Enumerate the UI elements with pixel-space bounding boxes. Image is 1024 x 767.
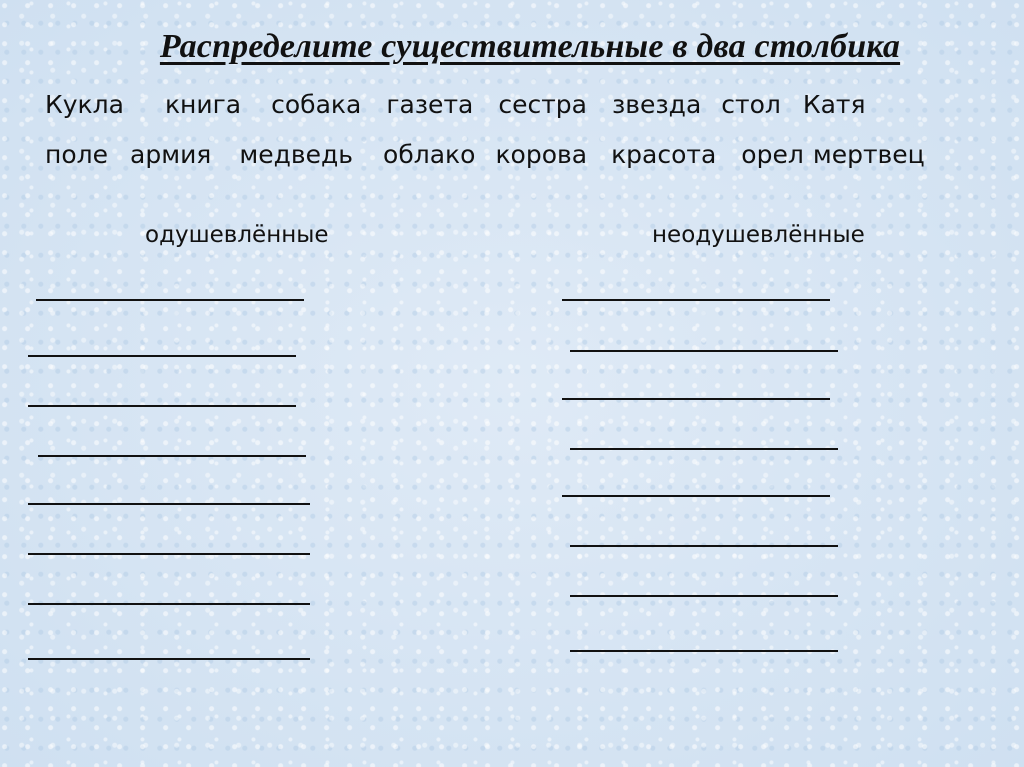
word-item: поле — [45, 140, 109, 169]
animate-answer-line[interactable] — [28, 553, 310, 555]
inanimate-answer-line[interactable] — [570, 545, 838, 547]
inanimate-answer-line[interactable] — [570, 650, 838, 652]
word-item: сестра — [498, 90, 587, 119]
animate-answer-line[interactable] — [28, 355, 296, 357]
word-item: медведь — [239, 140, 354, 169]
word-row-1 — [45, 90, 866, 119]
animate-answer-line[interactable] — [28, 503, 310, 505]
word-item: собака — [271, 90, 362, 119]
inanimate-answer-line[interactable] — [570, 595, 838, 597]
inanimate-answer-line[interactable] — [562, 299, 830, 301]
word-item: армия — [130, 140, 212, 169]
inanimate-column-heading: неодушевлённые — [652, 222, 865, 248]
animate-answer-line[interactable] — [28, 405, 296, 407]
inanimate-answer-line[interactable] — [570, 448, 838, 450]
task-title: Распределите существительные в два столбика — [159, 28, 901, 65]
word-item: красота — [611, 140, 717, 169]
inanimate-answer-line[interactable] — [562, 495, 830, 497]
word-row-2 — [45, 140, 925, 169]
animate-answer-line[interactable] — [36, 299, 304, 301]
word-item: газета — [386, 90, 474, 119]
word-item: книга — [164, 90, 242, 119]
word-item: мертвец — [812, 140, 925, 169]
animate-answer-line[interactable] — [28, 603, 310, 605]
animate-answer-line[interactable] — [28, 658, 310, 660]
word-item: звезда — [611, 90, 702, 119]
inanimate-answer-line[interactable] — [562, 398, 830, 400]
word-item: Кукла — [45, 90, 124, 119]
inanimate-answer-line[interactable] — [570, 350, 838, 352]
animate-column-heading: одушевлённые — [145, 222, 329, 248]
word-item: облако — [383, 140, 476, 169]
animate-answer-line[interactable] — [38, 455, 306, 457]
word-item: корова — [495, 140, 588, 169]
word-item: стол — [721, 90, 781, 119]
word-item: орел — [741, 140, 804, 169]
word-item: Катя — [802, 90, 866, 119]
